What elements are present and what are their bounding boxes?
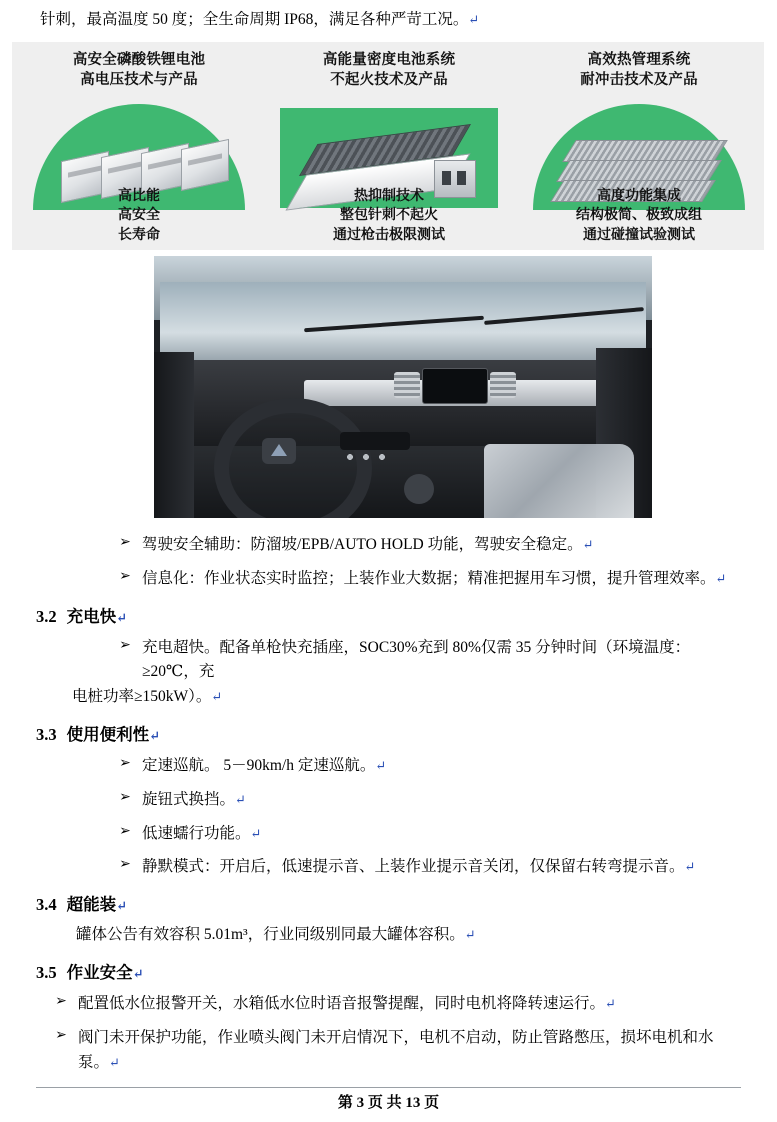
pilcrow-mark: ↵ <box>375 758 387 773</box>
section-number: 3.5 <box>36 962 57 982</box>
infographic-footer-2 <box>264 186 514 244</box>
bullet-marker-icon: ➢ <box>119 568 131 584</box>
pilcrow-mark: ↵ <box>132 965 144 981</box>
pilcrow-mark: ↵ <box>582 537 594 553</box>
infographic-footer-1-line2: 高安全 <box>118 206 160 223</box>
list-item-text: 定速巡航。 5－90km/h 定速巡航。 <box>142 757 376 774</box>
list-item <box>108 822 741 847</box>
pilcrow-mark: ↵ <box>715 570 727 586</box>
photo-block <box>36 256 741 524</box>
list-item-text: 配置低水位报警开关，水箱低水位时语音报警提醒，同时电机将降转速运行。 <box>78 994 606 1012</box>
bullet-marker-icon: ➢ <box>119 823 131 839</box>
list-item <box>108 788 741 813</box>
pilcrow-mark: ↵ <box>116 898 128 914</box>
battery-infographic <box>12 42 764 250</box>
list-item-text: 阀门未开保护功能，作业喷头阀门未开启情况下，电机不启动，防止管路憋压，损坏电机和水泵。 <box>78 1028 714 1071</box>
vehicle-interior-photo <box>154 256 652 518</box>
infographic-footer-1-line3: 长寿命 <box>118 225 160 242</box>
infographic-title-3-line2: 耐冲击技术及产品 <box>580 71 698 88</box>
list-item <box>108 567 741 592</box>
infographic-column-1 <box>14 42 264 250</box>
infographic-title-2 <box>264 42 514 90</box>
infographic-footer-3 <box>514 186 764 244</box>
bullet-marker-icon: ➢ <box>119 756 131 771</box>
pilcrow-mark: ↵ <box>211 689 223 705</box>
section-number: 3.3 <box>36 725 57 744</box>
section-number: 3.4 <box>36 895 57 915</box>
infographic-title-2-line2: 不起火技术及产品 <box>330 71 448 88</box>
list-item-text: 静默模式：开启后，低速提示音、上装作业提示音关闭，仅保留右转弯提示音。 <box>142 858 685 876</box>
section-title: 使用便利性 <box>66 725 150 744</box>
list-item-text: 充电超快。配备单枪快充插座，SOC30%充到 80%仅需 35 分钟时间（环境温度：≥20℃，充 <box>142 638 691 681</box>
bullet-group-top <box>36 533 741 592</box>
list-item <box>108 533 741 558</box>
infographic-footer-1-line1: 高比能 <box>118 187 160 204</box>
bullet-marker-icon: ➢ <box>55 993 67 1009</box>
infographic-title-1 <box>14 42 264 90</box>
section-title: 充电快 <box>66 606 117 626</box>
bullet-group-3-3 <box>36 754 741 880</box>
section-heading-3-3 <box>36 721 741 745</box>
list-item-text: 信息化：作业状态实时监控；上装作业大数据；精准把握用车习惯，提升管理效率。 <box>142 569 716 587</box>
bullet-marker-icon: ➢ <box>119 789 131 805</box>
section-3-4-paragraph: 罐体公告有效容积 5.01m³，行业同级别同最大罐体容积。 <box>76 926 465 944</box>
pilcrow-mark: ↵ <box>250 825 262 841</box>
bullet-marker-icon: ➢ <box>119 637 131 653</box>
infographic-column-3 <box>514 42 764 250</box>
section-heading-3-2 <box>36 603 741 627</box>
list-item <box>108 754 741 779</box>
section-3-2-continuation: 电桩功率≥150kW）。 <box>72 688 212 706</box>
infographic-title-3 <box>514 42 764 90</box>
infographic-title-1-line2: 高电压技术与产品 <box>80 71 198 88</box>
infographic-title-3-line1: 高效热管理系统 <box>587 52 691 69</box>
list-item-text: 旋钮式换挡。 <box>142 790 236 808</box>
bullet-marker-icon: ➢ <box>55 1027 67 1043</box>
infographic-title-2-line1: 高能量密度电池系统 <box>322 52 456 69</box>
top-paragraph-text: 针刺，最高温度 50 度；全生命周期 IP68，满足各种严苛工况。 <box>40 11 469 28</box>
pilcrow-mark: ↵ <box>149 728 161 743</box>
infographic-footer-3-line1: 高度功能集成 <box>597 187 681 204</box>
section-title: 作业安全 <box>66 962 133 982</box>
section-heading-3-4 <box>36 891 741 915</box>
pilcrow-mark: ↵ <box>109 1054 120 1070</box>
list-item <box>44 1026 741 1076</box>
pilcrow-mark: ↵ <box>605 995 616 1011</box>
bullet-marker-icon: ➢ <box>119 535 131 551</box>
infographic-footer-3-line3: 通过碰撞试验测试 <box>583 225 695 242</box>
page-footer: 第 3 页 共 13 页 <box>337 1095 440 1111</box>
pilcrow-mark: ↵ <box>468 12 480 27</box>
infographic-column-2 <box>264 42 514 250</box>
section-number: 3.2 <box>36 606 57 626</box>
footer-divider <box>36 1087 741 1088</box>
infographic-title-1-line1: 高安全磷酸铁锂电池 <box>72 52 206 69</box>
infographic-footer-2-line2: 整包针刺不起火 <box>340 206 438 223</box>
section-title: 超能装 <box>66 895 117 915</box>
pilcrow-mark: ↵ <box>684 859 696 875</box>
list-item-text: 低速蠕行功能。 <box>142 824 251 842</box>
infographic-footer-3-line2: 结构极简、极致成组 <box>576 206 702 223</box>
infographic-footer-2-line3: 通过枪击极限测试 <box>333 225 445 242</box>
infographic-footer-2-line1: 热抑制技术 <box>354 187 424 204</box>
bullet-group-3-5 <box>36 992 741 1075</box>
list-item-text: 驾驶安全辅助：防溜坡/EPB/AUTO HOLD 功能，驾驶安全稳定。 <box>142 536 583 554</box>
list-item <box>108 855 741 880</box>
bullet-group-3-2 <box>36 636 741 686</box>
section-heading-3-5 <box>36 959 741 983</box>
pilcrow-mark: ↵ <box>235 791 246 807</box>
list-item <box>108 636 741 686</box>
top-paragraph <box>36 0 741 32</box>
pilcrow-mark: ↵ <box>116 609 128 625</box>
infographic-footer-1 <box>14 186 264 244</box>
bullet-marker-icon: ➢ <box>119 857 131 873</box>
list-item <box>44 992 741 1017</box>
pilcrow-mark: ↵ <box>464 927 476 943</box>
